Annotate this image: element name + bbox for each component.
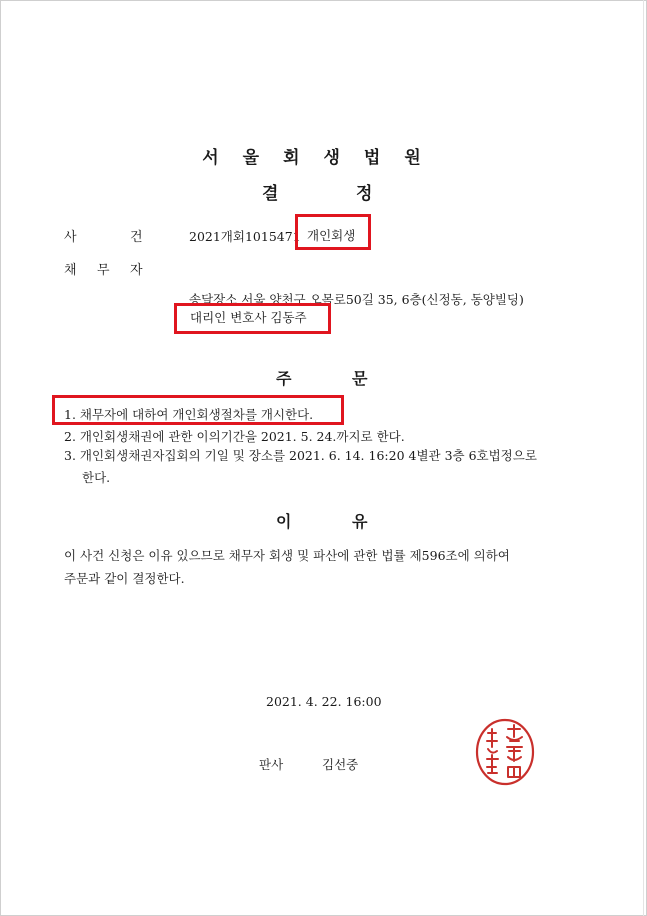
order-item-3-line-1: 3. 개인회생채권자집회의 기일 및 장소를 2021. 6. 14. 16:20 4별관 3층 6호법정으로 [64, 448, 537, 463]
order-item-3-line-2: 한다. [82, 470, 111, 485]
debtor-label-b: 무 [97, 263, 110, 278]
debtor-label-a: 채 [64, 263, 77, 278]
court-seal-stamp [474, 717, 536, 787]
debtor-service-address: 송달장소 서울 양천구 오목로50길 35, 6층(신정동, 동양빌딩) [189, 292, 524, 307]
order-item-1: 1. 채무자에 대하여 개인회생절차를 개시한다. [64, 407, 314, 422]
document-title-right: 정 [356, 184, 373, 204]
order-heading-right: 문 [352, 369, 368, 388]
reason-heading-left: 이 [276, 512, 292, 531]
reason-line-2: 주문과 같이 결정한다. [64, 571, 185, 586]
debtor-agent-highlight-box [174, 303, 331, 334]
judge-name: 김선중 [322, 757, 359, 772]
reason-heading-right: 유 [352, 512, 368, 531]
case-type-highlight-box [295, 214, 371, 250]
case-label-a: 사 [64, 230, 77, 245]
debtor-label-c: 자 [130, 263, 143, 278]
case-number: 2021개회1015471 [189, 229, 301, 244]
reason-line-1: 이 사건 신청은 이유 있으므로 채무자 회생 및 파산에 관한 법률 제596조에 의하여 [64, 548, 510, 563]
judge-title: 판사 [259, 757, 284, 772]
case-label-b: 건 [130, 230, 143, 245]
order-item-1-highlight-box [52, 395, 344, 425]
decision-date: 2021. 4. 22. 16:00 [266, 694, 382, 709]
case-type: 개인회생 [307, 228, 356, 243]
document-title-left: 결 [262, 184, 279, 204]
order-item-2: 2. 개인회생채권에 관한 이의기간을 2021. 5. 24.까지로 한다. [64, 429, 405, 444]
page-edge [643, 0, 644, 916]
order-heading-left: 주 [276, 369, 292, 388]
debtor-agent: 대리인 변호사 김동주 [190, 310, 307, 325]
court-name: 서울회생법원 [202, 148, 445, 168]
